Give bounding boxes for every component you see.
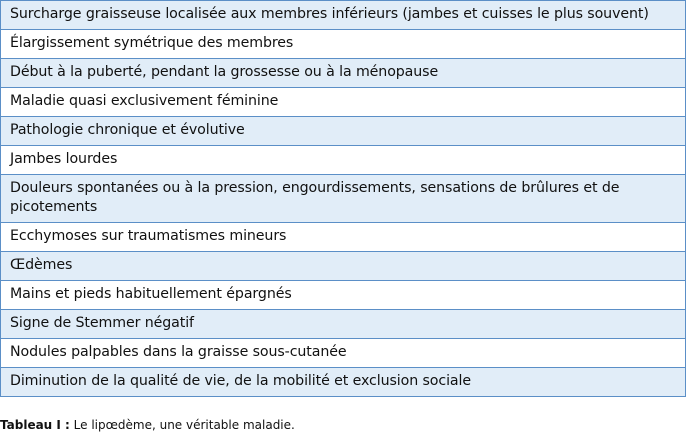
table-row: Signe de Stemmer négatif (0, 310, 686, 339)
table-row: Surcharge graisseuse localisée aux membres inférieurs (jambes et cuisses le plus souvent) (0, 0, 686, 30)
table-row: Ecchymoses sur traumatismes mineurs (0, 223, 686, 252)
table-row: Nodules palpables dans la graisse sous-cutanée (0, 339, 686, 368)
table-row: Jambes lourdes (0, 146, 686, 175)
caption-text: Le lipœdème, une véritable maladie. (69, 418, 295, 432)
table-row: Début à la puberté, pendant la grossesse ou à la ménopause (0, 59, 686, 88)
table-row: Maladie quasi exclusivement féminine (0, 88, 686, 117)
table-row: Douleurs spontanées ou à la pression, engourdissements, sensations de brûlures et de picotements (0, 175, 686, 223)
caption-label: Tableau I : (0, 418, 70, 432)
table-row: Œdèmes (0, 252, 686, 281)
table-row: Diminution de la qualité de vie, de la mobilité et exclusion sociale (0, 368, 686, 397)
table-row: Mains et pieds habituellement épargnés (0, 281, 686, 310)
table-row: Pathologie chronique et évolutive (0, 117, 686, 146)
table-row: Élargissement symétrique des membres (0, 30, 686, 59)
